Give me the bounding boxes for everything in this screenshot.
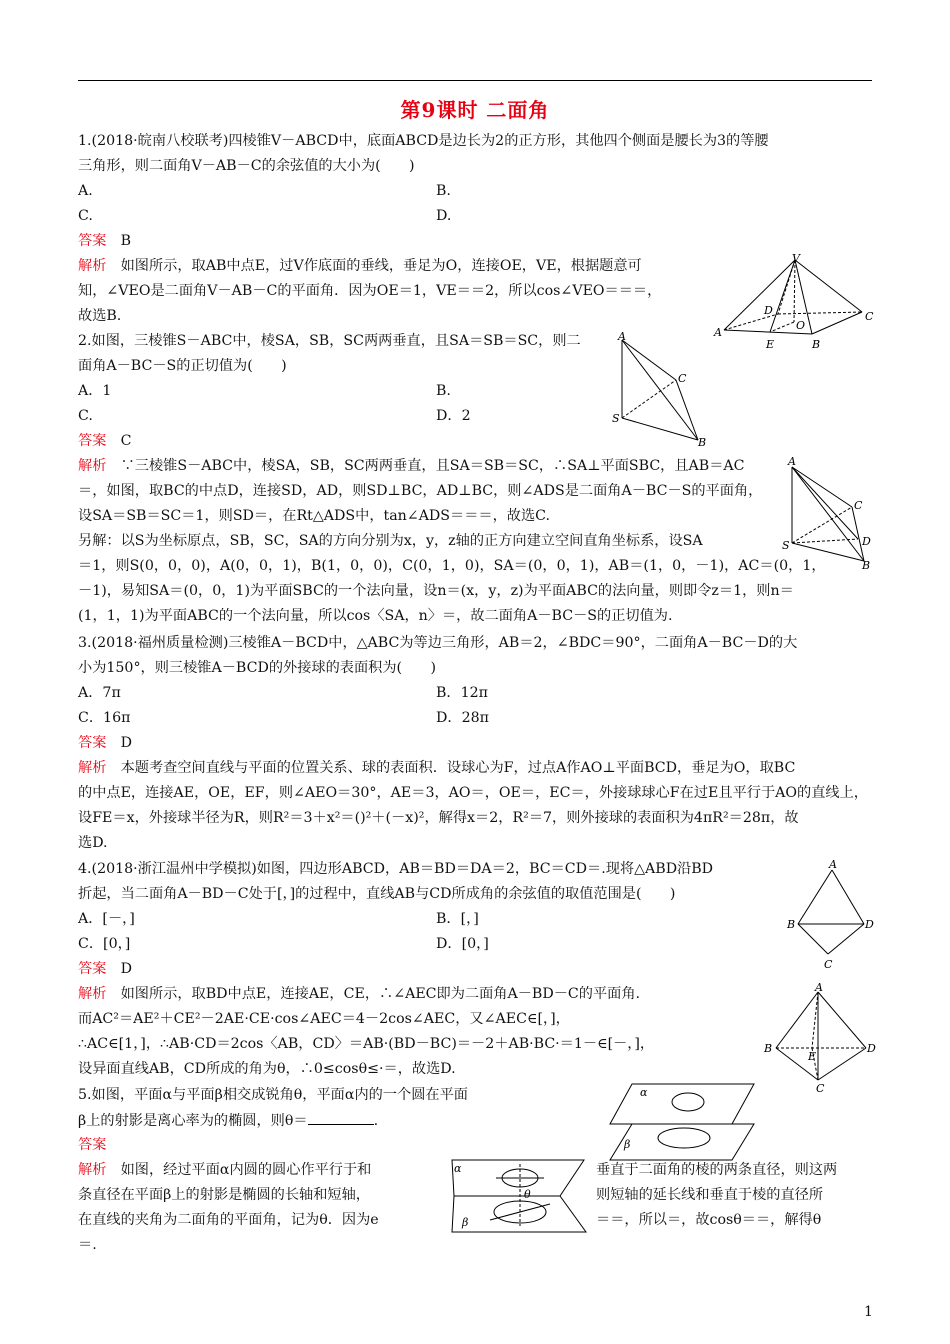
q2-explain-line1 bbox=[78, 456, 745, 476]
label-a: A bbox=[788, 455, 796, 468]
q4-explain-line3: ∴AC∈[1，]，∴AB·CD＝2cos〈AB，CD〉＝AB·(BD－BC)＝－2＋AB·BC·＝1－∈[－，]， bbox=[78, 1036, 655, 1052]
label-s: S bbox=[782, 539, 790, 552]
q5-explain-right1: 垂直于二面角的棱的两条直径，则这两 bbox=[596, 1162, 838, 1178]
label-o: O bbox=[796, 319, 806, 332]
label-a: A bbox=[618, 330, 626, 343]
q1-option-c: C. bbox=[78, 208, 93, 224]
label-c: C bbox=[678, 372, 687, 385]
q2-explain-line4: 另解：以S为坐标原点，SB，SC，SA的方向分别为x，y，z轴的正方向建立空间直角坐标系，设SA bbox=[78, 533, 703, 549]
q4-explain-text1: 如图所示，取BD中点E，连接AE，CE，∴∠AEC即为二面角A－BD－C的平面角. bbox=[120, 986, 641, 1002]
q2-explain-line3: 设SA＝SB＝SC＝1，则SD＝，在Rt△ADS中，tan∠ADS＝＝＝，故选C. bbox=[78, 508, 551, 524]
q2-explain-text1: ∵三棱锥S－ABC中，棱SA，SB，SC两两垂直，且SA＝SB＝SC，∴SA⊥平面SBC，且AB＝AC bbox=[120, 458, 745, 474]
q3-option-d: D．28π bbox=[436, 710, 489, 726]
label-e: E bbox=[808, 1050, 817, 1063]
q2-option-c: C. bbox=[78, 408, 93, 424]
q3-explain-text1: 本题考查空间直线与平面的位置关系、球的表面积．设球心为F，过点A作AO⊥平面BCD，垂足为O，取BC bbox=[120, 760, 796, 776]
q2-explain-line6: －1)，易知SA＝(0，0，1)为平面SBC的一个法向量，设n＝(x，y，z)为平面ABC的法向量，则即令z＝1，则n＝ bbox=[78, 583, 794, 599]
tetrahedron-figure-1 bbox=[608, 328, 713, 450]
q4-explain-line2: 而AC²＝AE²＋CE²－2AE·CE·cos∠AEC＝4－2cos∠AEC，又∠AEC∈[，]， bbox=[78, 1011, 570, 1027]
label-b: B bbox=[787, 918, 796, 931]
q5-stem-line2 bbox=[78, 1110, 378, 1131]
page-number: 1 bbox=[864, 1304, 873, 1320]
q1-explain-line1 bbox=[78, 256, 642, 276]
q2-explain-line5: ＝1，则S(0，0，0)，A(0，0，1)，B(1，0，0)，C(0，1，0)，SA＝(0，0，1)，AB＝(1，0，－1)，AC＝(0，1， bbox=[78, 558, 826, 574]
answer-blank bbox=[308, 1110, 374, 1125]
planes-figure-2 bbox=[444, 1156, 594, 1236]
label-c: C bbox=[824, 958, 833, 971]
q5-stem-period: . bbox=[373, 1113, 379, 1129]
q3-stem-line2: 小为150°，则三棱锥A－BCD的外接球的表面积为( ) bbox=[78, 660, 436, 676]
planes-figure-1 bbox=[604, 1080, 764, 1162]
q5-explain-right3: ＝＝，所以＝，故cosθ＝＝，解得θ bbox=[596, 1212, 822, 1228]
answer-value: C bbox=[120, 433, 132, 449]
q2-option-a: A．1 bbox=[78, 383, 112, 399]
label-theta: θ bbox=[524, 1188, 531, 1201]
label-a: A bbox=[714, 326, 722, 339]
folded-tetrahedron-figure bbox=[760, 980, 878, 1096]
quadrilateral-figure bbox=[784, 856, 876, 974]
label-d: D bbox=[867, 1042, 876, 1055]
label-v: V bbox=[792, 252, 800, 265]
q5-explain-line2: 条直径在平面β上的射影是椭圆的长轴和短轴， bbox=[78, 1187, 370, 1203]
label-alpha: α bbox=[454, 1162, 462, 1175]
q2-option-d: D．2 bbox=[436, 408, 471, 424]
answer-value: D bbox=[120, 961, 132, 977]
explain-label: 解析 bbox=[78, 986, 107, 1002]
q1-option-d: D. bbox=[436, 208, 452, 224]
q1-option-a: A. bbox=[78, 183, 93, 199]
label-b: B bbox=[698, 436, 707, 449]
answer-label: 答案 bbox=[78, 961, 107, 977]
q4-answer bbox=[78, 959, 132, 979]
label-c: C bbox=[865, 310, 874, 323]
tetrahedron-figure-2 bbox=[780, 455, 880, 571]
answer-label: 答案 bbox=[78, 433, 107, 449]
q1-answer bbox=[78, 231, 131, 251]
label-s: S bbox=[612, 412, 620, 425]
q4-explain-line1 bbox=[78, 984, 640, 1004]
q4-option-a: A．[－，] bbox=[78, 911, 135, 927]
answer-value: D bbox=[120, 735, 132, 751]
q2-stem-line1: 2.如图，三棱锥S－ABC中，棱SA，SB，SC两两垂直，且SA＝SB＝SC，则二 bbox=[78, 333, 581, 349]
label-d: D bbox=[865, 918, 874, 931]
q5-explain-text1: 如图，经过平面α内圆的圆心作平行于和 bbox=[120, 1162, 372, 1178]
answer-label: 答案 bbox=[78, 1137, 107, 1153]
q4-option-c: C．[0，] bbox=[78, 936, 131, 952]
answer-value: B bbox=[120, 233, 132, 249]
q5-stem-text: β上的射影是离心率为的椭圆，则θ＝ bbox=[78, 1113, 308, 1129]
label-e: E bbox=[766, 338, 775, 351]
q3-explain-line2: 的中点E，连接AE，OE，EF，则∠AEO＝30°，AE＝3，AO＝，OE＝，EC＝，外接球球心F在过E且平行于AO的直线上， bbox=[78, 785, 868, 801]
q4-explain-line4: 设异面直线AB，CD所成的角为θ，∴0≤cosθ≤·＝，故选D. bbox=[78, 1061, 456, 1077]
q3-answer bbox=[78, 733, 132, 753]
q3-explain-line4: 选D. bbox=[78, 835, 108, 851]
q1-explain-text1: 如图所示，取AB中点E，过V作底面的垂线，垂足为O，连接OE，VE，根据题意可 bbox=[120, 258, 642, 274]
q2-explain-line7: (1，1，1)为平面ABC的一个法向量，所以cos〈SA，n〉＝，故二面角A－BC－S的正切值为. bbox=[78, 608, 673, 624]
q1-explain-line3: 故选B. bbox=[78, 308, 122, 324]
label-b: B bbox=[812, 338, 821, 351]
q2-explain-line2: ＝，如图，取BC的中点D，连接SD，AD，则SD⊥BC，AD⊥BC，则∠ADS是二面角A－BC－S的平面角， bbox=[78, 483, 763, 499]
pyramid-figure bbox=[710, 252, 880, 352]
q4-stem-line1: 4.(2018·浙江温州中学模拟)如图，四边形ABCD，AB＝BD＝DA＝2，BC＝CD＝.现将△ABD沿BD bbox=[78, 861, 714, 877]
q1-option-b: B. bbox=[436, 183, 451, 199]
q5-explain-line3: 在直线的夹角为二面角的平面角，记为θ．因为e bbox=[78, 1212, 379, 1228]
q2-stem-line2: 面角A－BC－S的正切值为( ) bbox=[78, 358, 287, 374]
explain-label: 解析 bbox=[78, 458, 107, 474]
label-d: D bbox=[764, 304, 773, 317]
label-b: B bbox=[764, 1042, 773, 1055]
q2-answer bbox=[78, 431, 131, 451]
explain-label: 解析 bbox=[78, 1162, 107, 1178]
q3-explain-line1 bbox=[78, 758, 795, 778]
q5-stem-line1: 5.如图，平面α与平面β相交成锐角θ，平面α内的一个圆在平面 bbox=[78, 1087, 468, 1103]
answer-label: 答案 bbox=[78, 233, 107, 249]
label-a: A bbox=[829, 858, 837, 871]
q3-option-b: B．12π bbox=[436, 685, 488, 701]
q5-explain-line4: ＝. bbox=[78, 1237, 97, 1253]
label-d: D bbox=[862, 535, 871, 548]
page-title: 第9课时 二面角 bbox=[400, 98, 550, 122]
explain-label: 解析 bbox=[78, 258, 107, 274]
label-b: B bbox=[862, 559, 871, 571]
label-alpha: α bbox=[640, 1086, 648, 1099]
answer-label: 答案 bbox=[78, 735, 107, 751]
q1-stem-line2: 三角形，则二面角V－AB－C的余弦值的大小为( ) bbox=[78, 158, 415, 174]
q3-option-c: C．16π bbox=[78, 710, 131, 726]
q4-option-b: B．[，] bbox=[436, 911, 479, 927]
label-c: C bbox=[816, 1082, 825, 1095]
label-c: C bbox=[854, 499, 863, 512]
q3-stem-line1: 3.(2018·福州质量检测)三棱锥A－BCD中，△ABC为等边三角形，AB＝2，∠BDC＝90°，二面角A－BC－D的大 bbox=[78, 635, 798, 651]
q5-explain-line1 bbox=[78, 1160, 371, 1180]
q1-explain-line2: 知，∠VEO是二面角V－AB－C的平面角．因为OE＝1，VE＝＝2，所以cos∠VEO＝＝＝， bbox=[78, 283, 662, 299]
explain-label: 解析 bbox=[78, 760, 107, 776]
q4-stem-line2: 折起，当二面角A－BD－C处于[，]的过程中，直线AB与CD所成角的余弦值的取值范围是( ) bbox=[78, 886, 676, 902]
q4-option-d: D．[0，] bbox=[436, 936, 489, 952]
label-beta: β bbox=[462, 1216, 469, 1229]
q2-option-b: B. bbox=[436, 383, 451, 399]
q5-answer bbox=[78, 1135, 106, 1155]
q3-explain-line3: 设FE＝x，外接球半径为R，则R²＝3＋x²＝()²＋(－x)²，解得x＝2，R²＝7，则外接球的表面积为4πR²＝28π，故 bbox=[78, 810, 799, 826]
label-a: A bbox=[815, 981, 823, 994]
label-beta: β bbox=[624, 1138, 631, 1151]
q3-option-a: A．7π bbox=[78, 685, 121, 701]
q1-stem-line1: 1.(2018·皖南八校联考)四棱锥V－ABCD中，底面ABCD是边长为2的正方形，其他四个侧面是腰长为3的等腰 bbox=[78, 133, 769, 149]
top-rule bbox=[78, 80, 872, 81]
q5-explain-right2: 则短轴的延长线和垂直于棱的直径所 bbox=[596, 1187, 824, 1203]
